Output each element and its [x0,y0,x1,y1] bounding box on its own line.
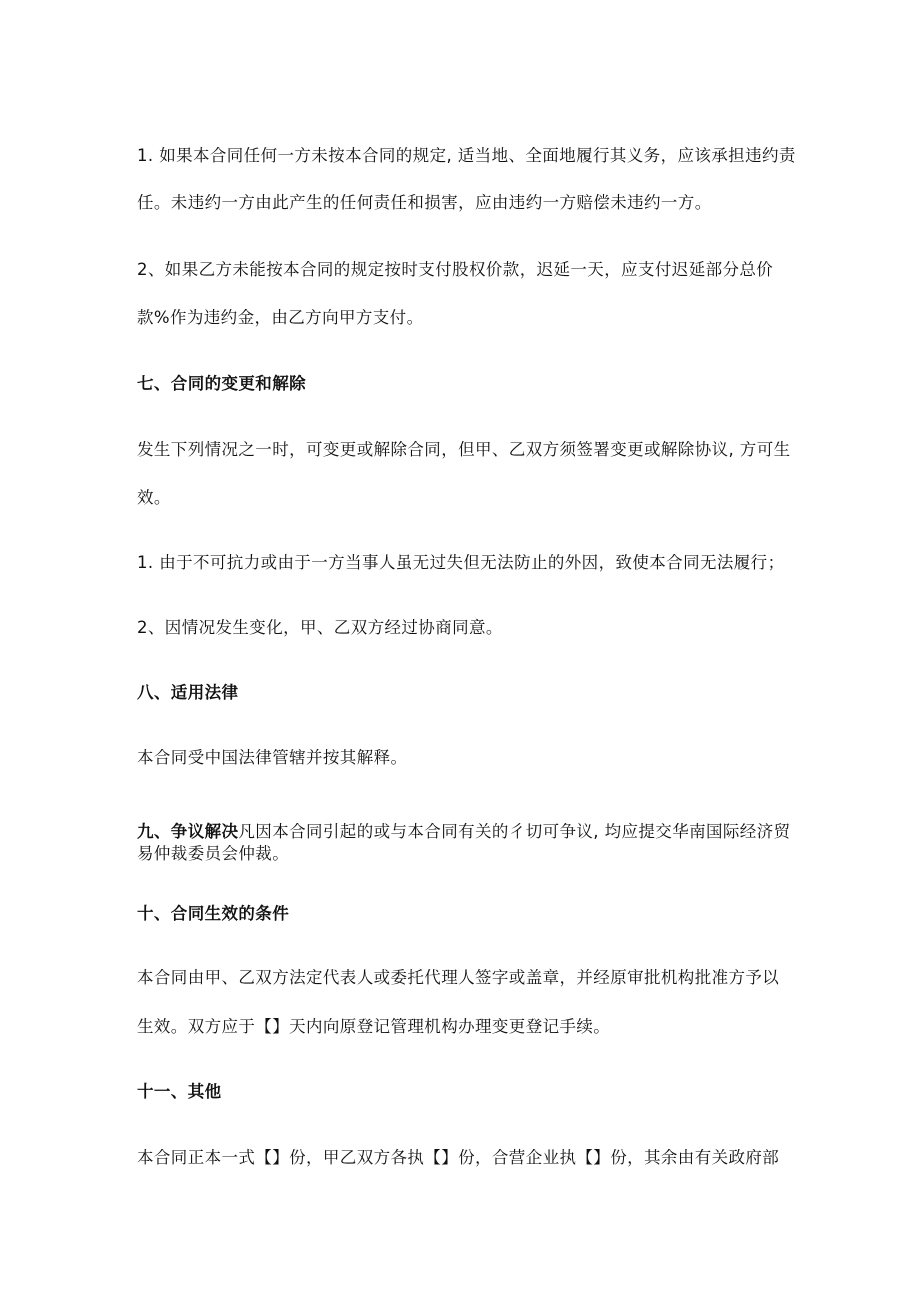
breach-item-1-line-1: 1. 如果本合同任何一方未按本合同的规定, 适当地、全面地履行其义务，应该承担违约责 [137,146,796,165]
breach-item-1-line-2: 任。未违约一方由此产生的任何责任和损害，应由违约一方赔偿未违约一方。 [137,193,712,212]
section-7-intro-line-1: 发生下列情况之一时，可变更或解除合同，但甲、乙双方须签署变更或解除协议, 方可生 [137,440,791,459]
section-9-paragraph-line-1 [137,821,791,843]
section-10-heading: 十、合同生效的条件 [137,904,290,923]
section-9-heading: 九、争议解决 [137,822,239,841]
section-11-heading: 十一、其他 [137,1082,222,1101]
section-7-item-2: 2、因情况发生变化，甲、乙双方经过协商同意。 [137,618,503,637]
section-7-heading: 七、合同的变更和解除 [137,374,306,393]
section-11-body-line-1: 本合同正本一式【】份，甲乙双方各执【】份，合营企业执【】份，其余由有关政府部 [137,1148,780,1167]
section-7-item-1: 1. 由于不可抗力或由于一方当事人虽无过失但无法防止的外因，致使本合同无法履行； [137,553,785,572]
section-9-body-line-2: 易仲裁委员会仲裁。 [137,844,290,863]
section-9-body-line-1: 凡因本合同引起的或与本合同有关的彳切可争议, 均应提交华南国际经济贸 [238,822,791,841]
section-10-body-line-2: 生效。双方应于【】天内向原登记管理机构办理变更登记手续。 [137,1017,611,1036]
breach-item-2-line-2: 款%作为违约金，由乙方向甲方支付。 [137,308,424,327]
section-7-intro-line-2: 效。 [137,488,171,507]
breach-item-2-line-1: 2、如果乙方未能按本合同的规定按时支付股权价款，迟延一天，应支付迟延部分总价 [137,260,774,279]
section-10-body-line-1: 本合同由甲、乙双方法定代表人或委托代理人签字或盖章，并经原审批机构批准方予以 [137,968,780,987]
section-8-body: 本合同受中国法律管辖并按其解释。 [137,748,408,767]
section-8-heading: 八、适用法律 [137,683,239,702]
